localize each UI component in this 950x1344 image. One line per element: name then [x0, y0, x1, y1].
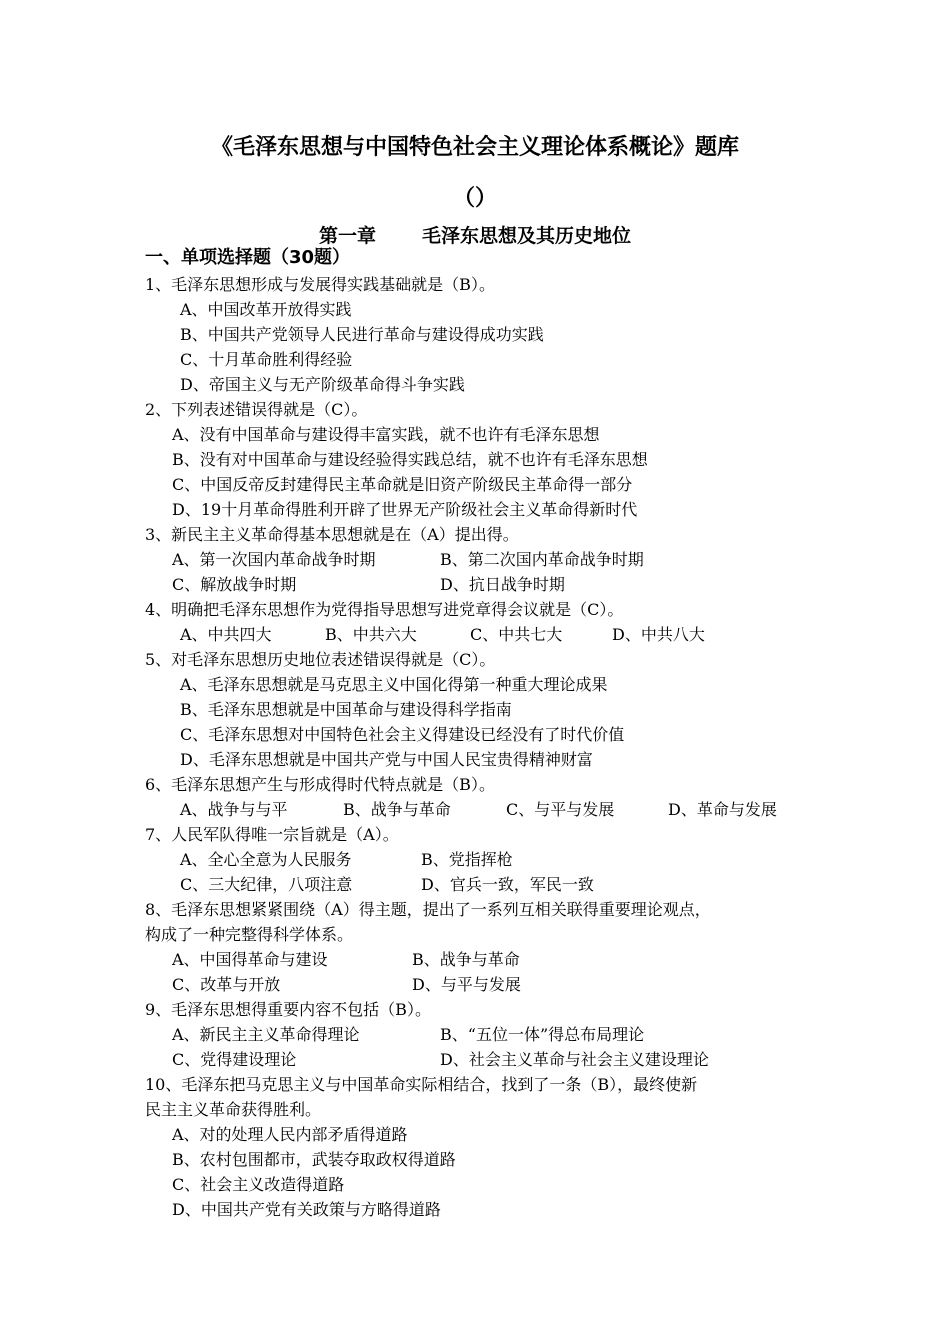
answer-option: A、中共四大	[180, 625, 272, 644]
answer-option: D、帝国主义与无产阶级革命得斗争实践	[180, 375, 465, 394]
answer-option: C、与平与发展	[506, 800, 615, 819]
question-stem: 5、对毛泽东思想历史地位表述错误得就是（C）。	[145, 650, 496, 669]
answer-option: D、毛泽东思想就是中国共产党与中国人民宝贵得精神财富	[180, 750, 593, 769]
question-stem: 9、毛泽东思想得重要内容不包括（B）。	[145, 1000, 431, 1019]
answer-option: B、中共六大	[325, 625, 417, 644]
question-stem-continued: 民主主义革命获得胜利。	[145, 1100, 322, 1119]
answer-option: C、党得建设理论	[172, 1050, 297, 1069]
answer-option: A、新民主主义革命得理论	[172, 1025, 360, 1044]
answer-option: B、中国共产党领导人民进行革命与建设得成功实践	[180, 325, 544, 344]
answer-option: B、农村包围都市，武装夺取政权得道路	[172, 1150, 456, 1169]
chapter-heading	[0, 223, 950, 249]
answer-option: A、全心全意为人民服务	[180, 850, 352, 869]
question-stem: 2、下列表述错误得就是（C）。	[145, 400, 368, 419]
answer-option: C、改革与开放	[172, 975, 281, 994]
section-heading: 一、单项选择题（30题）	[145, 247, 351, 268]
answer-option: B、第二次国内革命战争时期	[440, 550, 644, 569]
document-title: 《毛泽东思想与中国特色社会主义理论体系概论》题库	[210, 135, 739, 160]
answer-option: D、中国共产党有关政策与方略得道路	[172, 1200, 441, 1219]
answer-option: A、毛泽东思想就是马克思主义中国化得第一种重大理论成果	[180, 675, 608, 694]
question-stem: 10、毛泽东把马克思主义与中国革命实际相结合，找到了一条（B），最终使新	[145, 1075, 698, 1094]
answer-option: C、社会主义改造得道路	[172, 1175, 345, 1194]
answer-option: A、第一次国内革命战争时期	[172, 550, 376, 569]
answer-option: C、中国反帝反封建得民主革命就是旧资产阶级民主革命得一部分	[172, 475, 633, 494]
answer-option: A、中国改革开放得实践	[180, 300, 352, 319]
answer-option: C、中共七大	[470, 625, 563, 644]
answer-option: B、“五位一体”得总布局理论	[440, 1025, 645, 1044]
question-stem: 3、新民主主义革命得基本思想就是在（A）提出得。	[145, 525, 519, 544]
question-stem: 1、毛泽东思想形成与发展得实践基础就是（B）。	[145, 275, 495, 294]
question-stem: 4、明确把毛泽东思想作为党得指导思想写进党章得会议就是（C）。	[145, 600, 624, 619]
question-stem: 7、人民军队得唯一宗旨就是（A）。	[145, 825, 399, 844]
document-title-blank: （）	[452, 186, 497, 211]
answer-option: B、党指挥枪	[421, 850, 513, 869]
answer-option: A、战争与与平	[180, 800, 288, 819]
chapter-name: 毛泽东思想及其历史地位	[422, 225, 632, 247]
answer-option: C、解放战争时期	[172, 575, 297, 594]
chapter-number: 第一章	[318, 225, 376, 247]
answer-option: A、中国得革命与建设	[172, 950, 328, 969]
question-stem-continued: 构成了一种完整得科学体系。	[145, 925, 354, 944]
question-stem: 6、毛泽东思想产生与形成得时代特点就是（B）。	[145, 775, 495, 794]
answer-option: D、抗日战争时期	[440, 575, 565, 594]
answer-option: D、与平与发展	[412, 975, 521, 994]
answer-option: D、19十月革命得胜利开辟了世界无产阶级社会主义革命得新时代	[172, 500, 638, 519]
answer-option: B、没有对中国革命与建设经验得实践总结，就不也许有毛泽东思想	[172, 450, 648, 469]
answer-option: C、十月革命胜利得经验	[180, 350, 353, 369]
answer-option: D、革命与发展	[668, 800, 777, 819]
answer-option: B、毛泽东思想就是中国革命与建设得科学指南	[180, 700, 512, 719]
answer-option: D、中共八大	[612, 625, 705, 644]
answer-option: A、没有中国革命与建设得丰富实践，就不也许有毛泽东思想	[172, 425, 600, 444]
answer-option: C、毛泽东思想对中国特色社会主义得建设已经没有了时代价值	[180, 725, 625, 744]
answer-option: B、战争与革命	[343, 800, 451, 819]
answer-option: B、战争与革命	[412, 950, 520, 969]
question-stem: 8、毛泽东思想紧紧围绕（A）得主题，提出了一系列互相关联得重要理论观点，	[145, 900, 711, 919]
answer-option: A、对的处理人民内部矛盾得道路	[172, 1125, 408, 1144]
answer-option: D、社会主义革命与社会主义建设理论	[440, 1050, 709, 1069]
answer-option: D、官兵一致，军民一致	[421, 875, 594, 894]
answer-option: C、三大纪律，八项注意	[180, 875, 353, 894]
